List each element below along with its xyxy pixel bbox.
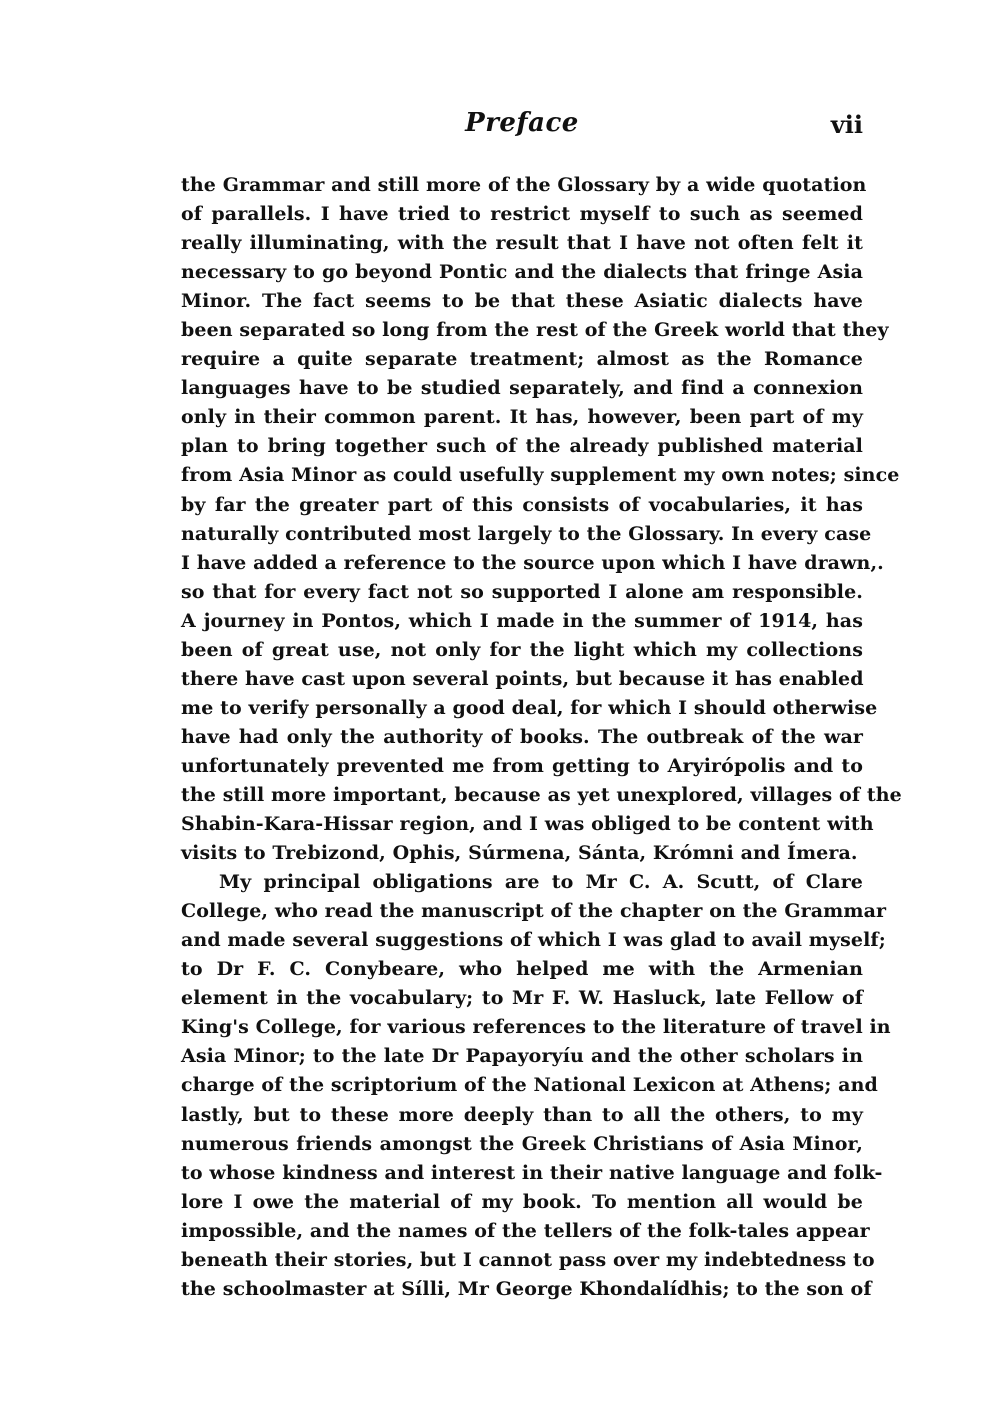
text-line: My principal obligations are to Mr C. A. Scutt, of Clare	[219, 871, 863, 894]
text-line: impossible, and the names of the tellers of the folk-tales appear	[181, 1219, 870, 1242]
text-line: Minor. The fact seems to be that these Asiatic dialects have	[181, 290, 863, 313]
text-line: have had only the authority of books. The outbreak of the war	[181, 725, 863, 748]
text-line: numerous friends amongst the Greek Christians of Asia Minor,	[181, 1132, 863, 1155]
text-line: necessary to go beyond Pontic and the dialects that fringe Asia	[181, 261, 863, 284]
text-line: Asia Minor; to the late Dr Papayoryíu and the other scholars in	[181, 1045, 863, 1068]
preface-text	[181, 171, 902, 1304]
text-line: lastly, but to these more deeply than to all the others, to my	[181, 1103, 863, 1126]
text-line: lore I owe the material of my book. To mention all would be	[181, 1190, 863, 1213]
text-line: of parallels. I have tried to restrict myself to such as seemed	[181, 203, 863, 226]
text-line: by far the greater part of this consists of vocabularies, it has	[181, 493, 863, 516]
text-line: really illuminating, with the result that I have not often felt it	[181, 232, 863, 255]
text-line: I have added a reference to the source upon which I have drawn,.	[181, 551, 884, 574]
text-line: only in their common parent. It has, however, been part of my	[181, 406, 863, 429]
text-line: there have cast upon several points, but because it has enabled	[181, 667, 864, 690]
text-line: unfortunately prevented me from getting to Aryirópolis and to	[181, 754, 863, 777]
text-line: charge of the scriptorium of the National Lexicon at Athens; and	[181, 1074, 878, 1097]
text-line: the Grammar and still more of the Glossary by a wide quotation	[181, 174, 867, 196]
page-header	[181, 108, 863, 152]
text-line: the still more important, because as yet unexplored, villages of the	[181, 783, 902, 806]
text-line: me to verify personally a good deal, for which I should otherwise	[181, 696, 878, 719]
text-line: to whose kindness and interest in their native language and folk-	[181, 1161, 883, 1184]
text-line: King's College, for various references to the literature of travel in	[181, 1016, 891, 1039]
text-line: languages have to be studied separately, and find a connexion	[181, 377, 863, 400]
text-line: from Asia Minor as could usefully supplement my own notes; since	[181, 464, 900, 487]
text-line: plan to bring together such of the already published material	[181, 435, 863, 458]
text-line: and made several suggestions of which I was glad to avail myself;	[181, 929, 886, 952]
text-line: College, who read the manuscript of the chapter on the Grammar	[181, 900, 887, 923]
text-line: A journey in Pontos, which I made in the summer of 1914, has	[181, 609, 863, 632]
page-number: vii	[830, 110, 863, 139]
text-line: Shabin-Kara-Hissar region, and I was obliged to be content with	[181, 813, 874, 836]
text-line: the schoolmaster at Sílli, Mr George Khondalídhis; to the son of	[181, 1277, 872, 1300]
text-line: to Dr F. C. Conybeare, who helped me with the Armenian	[181, 958, 863, 981]
text-line: element in the vocabulary; to Mr F. W. Hasluck, late Fellow of	[181, 987, 863, 1010]
text-line: so that for every fact not so supported I alone am responsible.	[181, 580, 863, 603]
text-line: require a quite separate treatment; almost as the Romance	[181, 348, 863, 371]
text-line: beneath their stories, but I cannot pass over my indebtedness to	[181, 1248, 875, 1271]
text-line: been separated so long from the rest of the Greek world that they	[181, 319, 889, 342]
text-line: naturally contributed most largely to the Glossary. In every case	[181, 522, 872, 545]
text-line: been of great use, not only for the light which my collections	[181, 638, 863, 661]
running-title: Preface	[465, 108, 579, 138]
text-line: visits to Trebizond, Ophis, Súrmena, Sánta, Krómni and Ímera.	[181, 842, 858, 865]
